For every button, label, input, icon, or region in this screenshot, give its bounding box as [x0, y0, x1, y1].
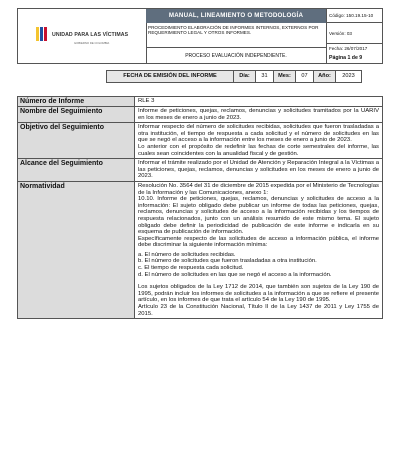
year-value: 2023: [336, 71, 361, 82]
issue-date-bar: [106, 70, 362, 83]
logo-subtext: GOBIERNO DE COLOMBIA: [74, 41, 110, 45]
tracking-objective-label: Objetivo del Seguimiento: [18, 123, 135, 158]
month-label: Mes:: [274, 71, 296, 82]
year-label: Año:: [314, 71, 336, 82]
table-row: [18, 123, 382, 159]
page-number: Página 1 de 9: [329, 55, 363, 61]
tracking-objective-value: [135, 123, 382, 158]
regulation-paragraph: Los sujetos obligados de la Ley 1712 de 2014, que también son sujetos de la Ley 190 de 1995, podrán incluir los informes de solicitudes a la información a que se refiere el presente artículo, en los informes de que trata el artículo 54 de la Ley 190 de 1995.: [138, 284, 379, 304]
document-version: Versión: 03: [327, 23, 383, 44]
day-label: Día:: [234, 71, 256, 82]
regulation-paragraph: Artículo 23 de la Constitución Nacional, Título II de la Ley 1437 de 2011 y Ley 1755 de 2015.: [138, 304, 379, 317]
regulations-label: Normatividad: [18, 182, 135, 318]
list-item: d. El número de solicitudes en las que se negó el acceso a la información.: [138, 271, 332, 278]
tracking-scope-value: Informar el trámite realizado por el Unidad de Atención y Reparación Integral a la Víctimas a las peticiones, quejas, reclamos, denuncias y solicitudes en los meses de enero a junio de 2023.: [138, 160, 379, 180]
tracking-name-label: Nombre del Seguimiento: [18, 107, 135, 122]
objective-paragraph: Informar respecto del número de solicitudes recibidas, solicitudes que fueron trasladadas a otra institución, el tiempo de respuesta a cada solicitud y el número de solicitudes en las que se negó el acceso a la información entre los meses de enero a junio de 2023.: [138, 124, 379, 144]
list-item: a. El número de solicitudes recibidas.: [138, 251, 236, 258]
list-item: c. El tiempo de respuesta cada solicitud.: [138, 265, 244, 272]
process-name: PROCESO EVALUACIÓN INDEPENDIENTE.: [146, 47, 326, 64]
table-row: [18, 97, 382, 107]
table-row: [18, 107, 382, 123]
tracking-name-value: Informe de peticiones, quejas, reclamos, denuncias y solicitudes tramitados por la UARIV en los meses de enero a junio de 2023.: [138, 108, 379, 121]
document-type-title: MANUAL, LINEAMIENTO O METODOLOGÍA: [146, 9, 326, 23]
table-row: [18, 159, 382, 182]
tracking-scope-label: Alcance del Seguimiento: [18, 159, 135, 181]
report-number-label: Número de Informe: [18, 97, 135, 106]
document-code: Código: 150.19.15-10: [327, 9, 383, 23]
report-number-value: RLE 3: [138, 98, 155, 104]
table-row: [18, 182, 382, 318]
list-item: b. El número de solicitudes que fueron trasladadas a otra institución.: [138, 258, 317, 265]
issue-date-label: FECHA DE EMISIÓN DEL INFORME: [107, 71, 234, 82]
document-control-cell: [326, 9, 383, 63]
day-value: 31: [256, 71, 274, 82]
logo-text: UNIDAD PARA LAS VÍCTIMAS: [52, 32, 129, 38]
logo-cell: [18, 9, 147, 63]
regulation-paragraph: Específicamente respecto de las solicitudes de acceso a información pública, el informe debe discriminar la siguiente información mínima:: [138, 235, 379, 249]
document-date: Fecha: 26/07/2017: [329, 46, 368, 51]
regulations-value: [135, 182, 382, 318]
procedure-name: PROCEDIMIENTO ELABORACIÓN DE INFORMES INTERNOS, EXTERNOS POR REQUERIMIENTO LEGAL Y OTROS INFORMES.: [148, 25, 319, 36]
regulation-paragraph: 10.10. Informe de peticiones, quejas, reclamos, denuncias y solicitudes de acceso a la información: El sujeto obligado debe publicar un informe de todas las peticiones, quejas, reclamos, denuncias y solicitudes de acceso a la información recibidas y los tiempos de respuesta relacionados, junto con un análisis resumido de este mismo tema. El sujeto obligado debe definir la periodicidad de publicación de este informe e indicarla en su esquema de publicación de información.: [138, 196, 379, 236]
objective-paragraph: Lo anterior con el propósito de redefinir las fechas de corte semestrales del informe, las cuales sean coincidentes con la anualidad fiscal y de gestión.: [138, 143, 379, 157]
document-header: [17, 8, 383, 64]
victims-unit-logo-icon: [35, 25, 48, 43]
report-info-table: [17, 96, 383, 319]
month-value: 07: [296, 71, 314, 82]
regulation-paragraph: Resolución No. 3564 del 31 de diciembre de 2015 expedida por el Ministerio de Tecnologías de la Información y las Comunicaciones, anexo 1:: [138, 182, 379, 196]
